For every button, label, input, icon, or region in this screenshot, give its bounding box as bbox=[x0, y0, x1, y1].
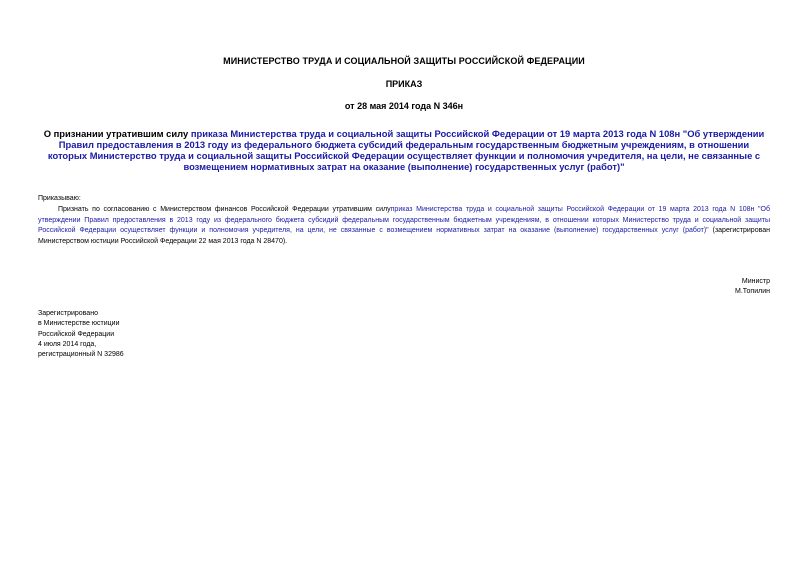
registration-line-5: регистрационный N 32986 bbox=[38, 351, 124, 359]
signature-name: М.Топилин bbox=[735, 288, 770, 295]
document-title bbox=[38, 128, 770, 172]
signature-position: Министр bbox=[741, 278, 770, 285]
title-order-link[interactable]: приказа Министерства труда и социальной защиты Российской Федерации от 19 марта 2013 года N 108н "Об утверждении Правил предоставления в 2013 году из федерального бюджета субсидий федеральным государственным бюджетным учреждениям, в отношении которых Министерство труда и социальной защиты Российской Федерации осуществляет функции и полномочия учредителя, на цели, не связанные с возмещением нормативных затрат на оказание (выполнение) государственных услуг (работ)" bbox=[47, 128, 765, 172]
order-date: от 28 мая 2014 года N 346н bbox=[344, 101, 464, 111]
registration-line-1: Зарегистрировано bbox=[38, 310, 98, 317]
registration-line-2: в Министерстве юстиции bbox=[38, 320, 120, 328]
body-text-prefix: Признать по согласованию с Министерством финансов Российской Федерации утратившим силу bbox=[58, 206, 391, 213]
title-prefix: О признании утратившим силу bbox=[43, 128, 191, 139]
signature-block bbox=[735, 277, 770, 297]
order-heading: ПРИКАЗ bbox=[385, 79, 423, 89]
body-text-suffix: (зарегистрирован Министерством юстиции Российской Федерации 22 мая 2013 года N 28470). bbox=[38, 227, 770, 245]
body-order-link[interactable]: приказ Министерства труда и социальной защиты Российской Федерации от 19 марта 2013 года N 108н "Об утверждении Правил предоставления в 2013 году из федерального бюджета субсидий федеральным государственным бюджетным учреждениям, в отношении которых Министерство труда и социальной защиты Российской Федерации осуществляет функции и полномочия учредителя, на цели, не связанные с возмещением нормативных затрат на оказание (выполнение) государственных услуг (работ)" bbox=[38, 206, 770, 234]
registration-line-3: Российской Федерации bbox=[38, 330, 115, 338]
ministry-heading: МИНИСТЕРСТВО ТРУДА И СОЦИАЛЬНОЙ ЗАЩИТЫ РОССИЙСКОЙ ФЕДЕРАЦИИ bbox=[223, 56, 585, 66]
document-page bbox=[38, 0, 770, 571]
registration-block bbox=[38, 309, 124, 360]
order-label: Приказываю: bbox=[38, 195, 81, 202]
registration-line-4: 4 июля 2014 года, bbox=[38, 340, 97, 348]
body-paragraph bbox=[38, 205, 770, 247]
